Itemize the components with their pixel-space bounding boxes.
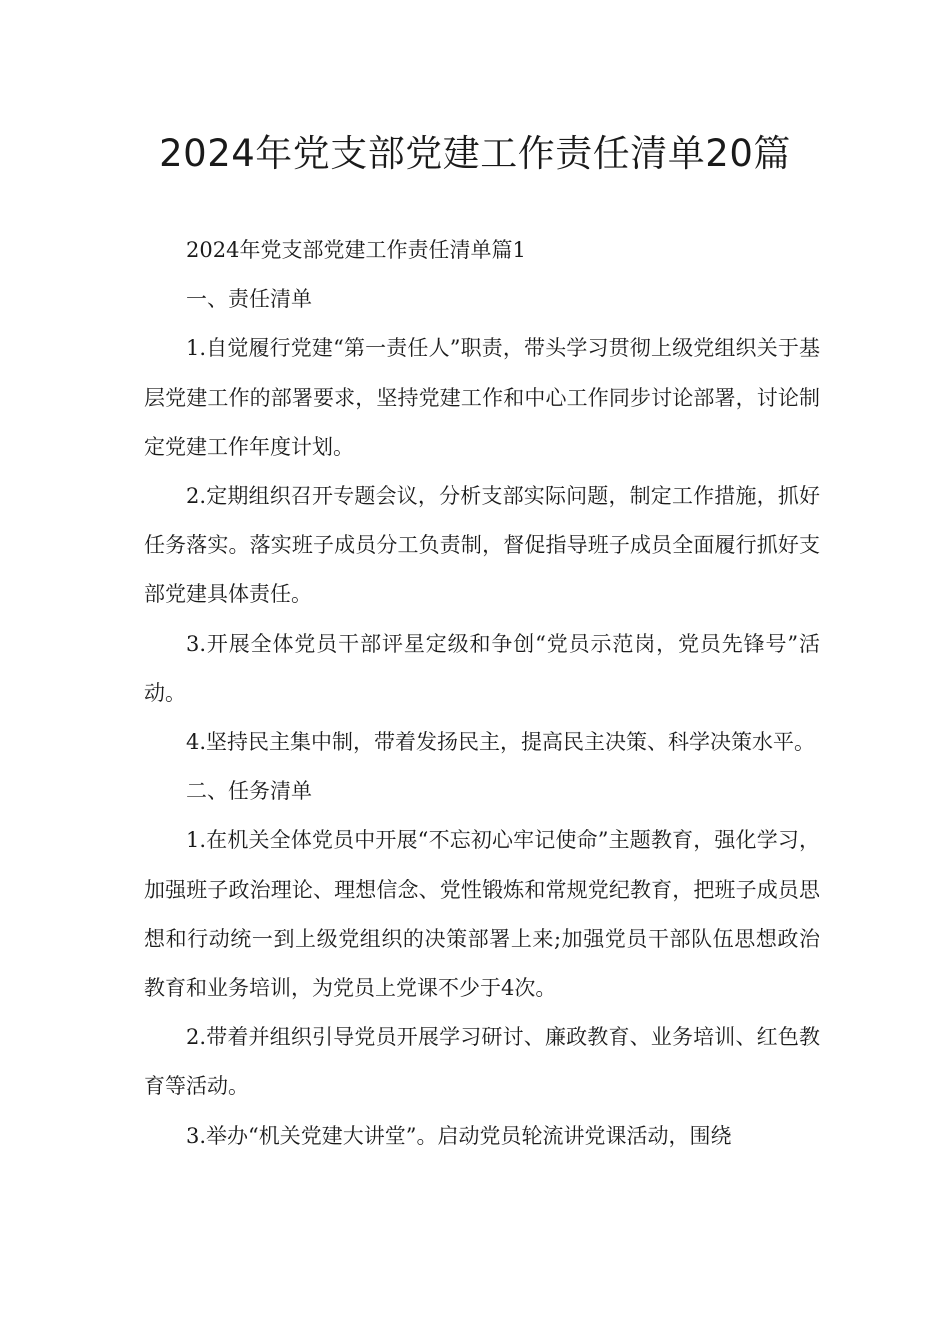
document-body bbox=[144, 226, 820, 1161]
paragraph: 1.自觉履行党建“第一责任人”职责，带头学习贯彻上级党组织关于基层党建工作的部署要求，坚持党建工作和中心工作同步讨论部署，讨论制定党建工作年度计划。 bbox=[144, 336, 820, 459]
paragraph: 2.定期组织召开专题会议，分析支部实际问题，制定工作措施，抓好任务落实。落实班子成员分工负责制，督促指导班子成员全面履行抓好支部党建具体责任。 bbox=[144, 484, 820, 607]
document-title: 2024年党支部党建工作责任清单20篇 bbox=[159, 132, 791, 175]
paragraph: 1.在机关全体党员中开展“不忘初心牢记使命”主题教育，强化学习，加强班子政治理论、理想信念、党性锻炼和常规党纪教育，把班子成员思想和行动统一到上级党组织的决策部署上来;加强党员干部队伍思想政治教育和业务培训，为党员上党课不少于4次。 bbox=[144, 828, 820, 1001]
section-heading-responsibility: 一、责任清单 bbox=[186, 287, 312, 312]
paragraph-subtitle: 2024年党支部党建工作责任清单篇1 bbox=[186, 238, 526, 262]
paragraph: 3.开展全体党员干部评星定级和争创“党员示范岗，党员先锋号”活动。 bbox=[144, 631, 820, 705]
paragraph: 3.举办“机关党建大讲堂”。启动党员轮流讲党课活动，围绕 bbox=[186, 1123, 732, 1148]
paragraph: 2.带着并组织引导党员开展学习研讨、廉政教育、业务培训、红色教育等活动。 bbox=[144, 1025, 820, 1099]
paragraph: 4.坚持民主集中制，带着发扬民主，提高民主决策、科学决策水平。 bbox=[186, 730, 816, 755]
section-heading-tasks: 二、任务清单 bbox=[186, 779, 312, 804]
